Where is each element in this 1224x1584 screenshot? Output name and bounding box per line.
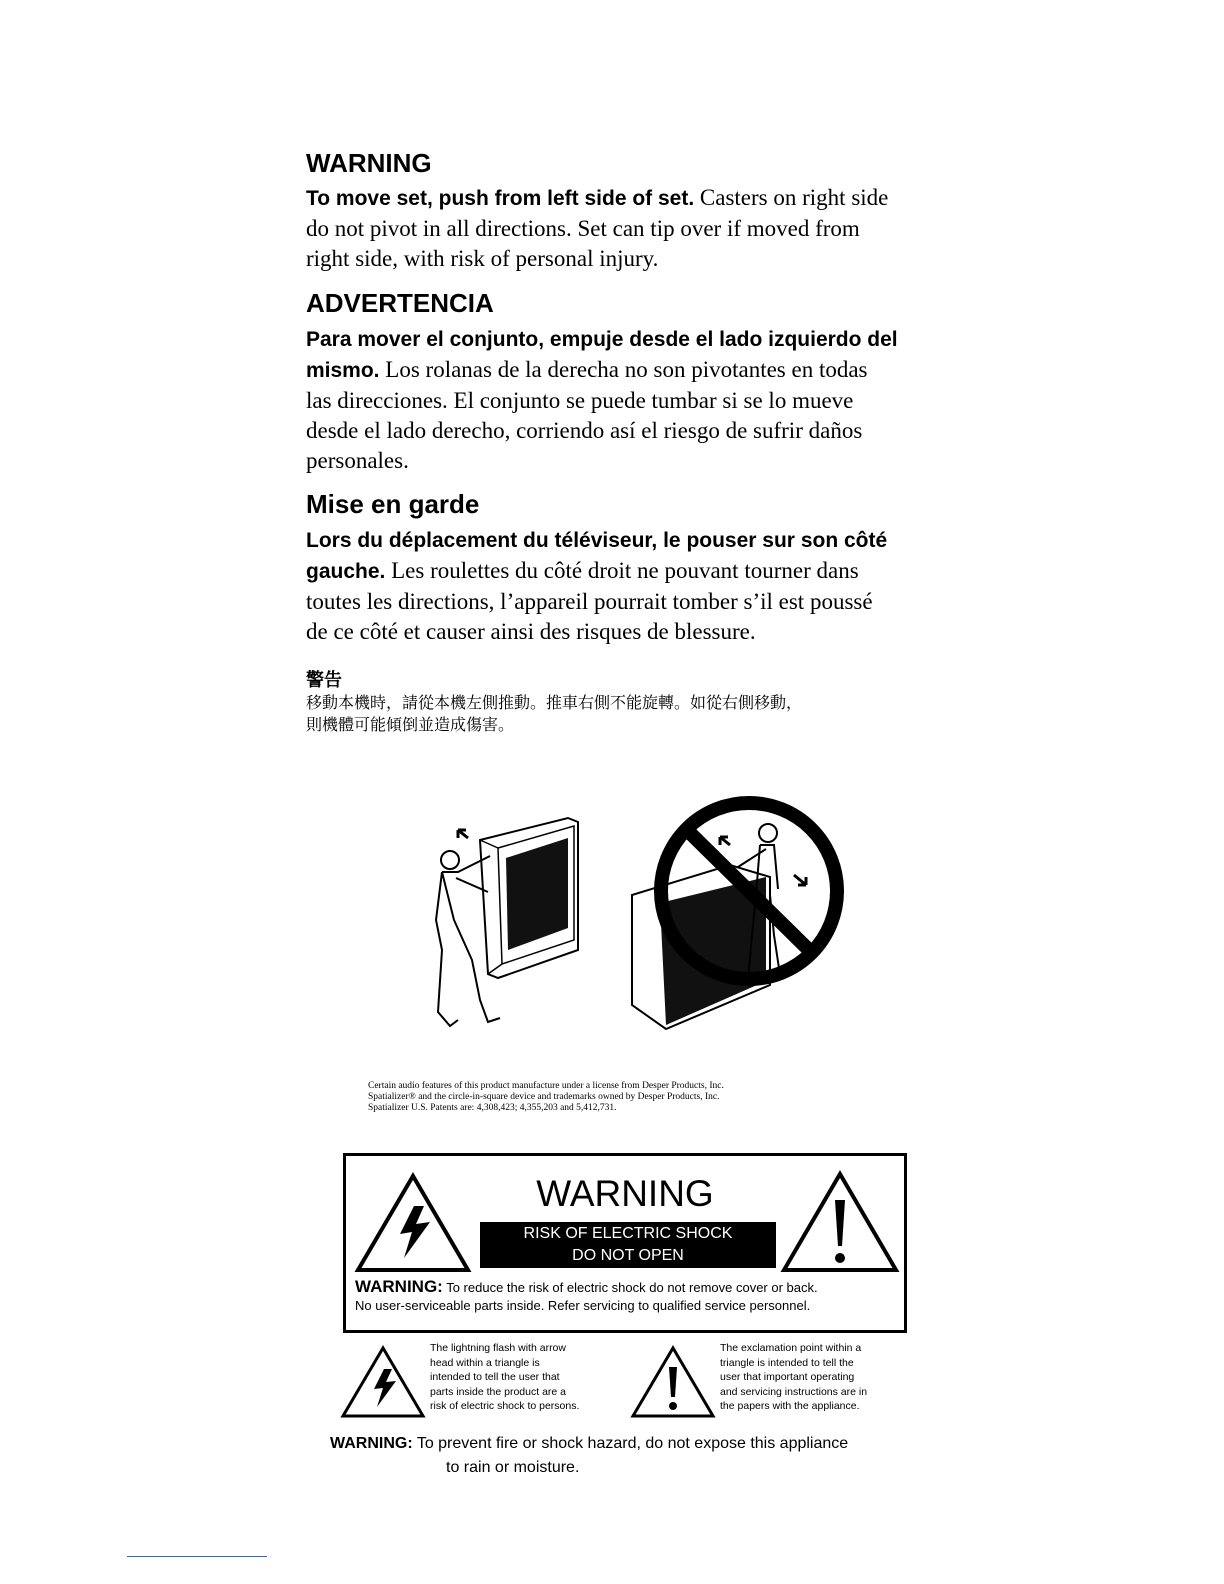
warning-section-es [306,288,946,476]
warning-section-en [306,148,946,274]
bold-fr-1: Lors du déplacement du téléviseur, le pouser sur son côté [306,529,888,552]
bold-es-1: Para mover el conjunto, empuje desde el lado izquierdo del [306,328,898,351]
heading-en: WARNING [306,148,432,178]
shock-banner: RISK OF ELECTRIC SHOCK DO NOT OPEN [480,1222,776,1268]
lightning-symbol-icon [340,1345,426,1419]
license-notice: Certain audio features of this product manufacture under a license from Desper Products, Inc. Spatializer® and the circle-in-square device and trademarks owned by Desper Products, Inc. Spatializer U.S. Patents are: 4,308,423; 4,355,203 and 5,412,731. [368,1081,724,1113]
bold-fr-2: gauche. [306,560,386,583]
electric-shock-warning-box [343,1153,907,1333]
text-en: To move set, push from left side of set. Casters on right side do not pivot in all directions. Set can tip over if moved from right side, with risk of personal injury. [306,185,889,271]
text-fr: Lors du déplacement du téléviseur, le pouser sur son côté gauche. Les roulettes du côté droit ne pouvant tourner dans toutes les directions, l’appareil pourrait tomber s’il est poussé de ce côté et causer ainsi des risques de blessure. [306,529,888,644]
moisture-warning-label: WARNING: [330,1435,413,1452]
heading-fr: Mise en garde [306,489,480,519]
bold-en: To move set, push from left side of set. [306,187,695,210]
heading-es: ADVERTENCIA [306,288,494,318]
push-right-prohibited-illustration [620,785,850,1035]
moisture-warning: WARNING: To prevent fire or shock hazard, do not expose this appliance to rain or moisture. [330,1435,849,1476]
text-zh-1: 移動本機時，請從本機左側推動。推車右側不能旋轉。如從右側移動， [306,693,803,712]
text-zh-2: 則機體可能傾倒並造成傷害。 [306,715,515,734]
exclamation-symbol-icon [630,1345,716,1419]
bold-es-2: mismo. [306,359,380,382]
text-es: Para mover el conjunto, empuje desde el lado izquierdo del mismo. Los rolanas de la derecha no son pivotantes en todas las direcciones. El conjunto se puede tumbar si se lo mueve desde el lado derecho, corriendo así el riesgo de sufrir daños personales. [306,328,898,473]
push-left-illustration [428,800,598,1040]
warning-box-text: WARNING: To reduce the risk of electric shock do not remove cover or back. No user-serviceable parts inside. Refer servicing to qualified service personnel. [355,1277,818,1313]
warning-title: WARNING [536,1173,714,1214]
lightning-explanation: The lightning flash with arrow head within a triangle is intended to tell the user that parts inside the product are a risk of electric shock to persons. [430,1342,580,1412]
exclamation-triangle-icon [780,1170,900,1274]
exclamation-explanation: The exclamation point within a triangle is intended to tell the user that important operating and servicing instructions are in the papers with the appliance. [720,1342,868,1412]
footer-rule [127,1556,267,1557]
warning-section-zh [306,670,946,736]
heading-zh: 警告 [306,670,342,691]
warning-section-fr [306,489,946,647]
